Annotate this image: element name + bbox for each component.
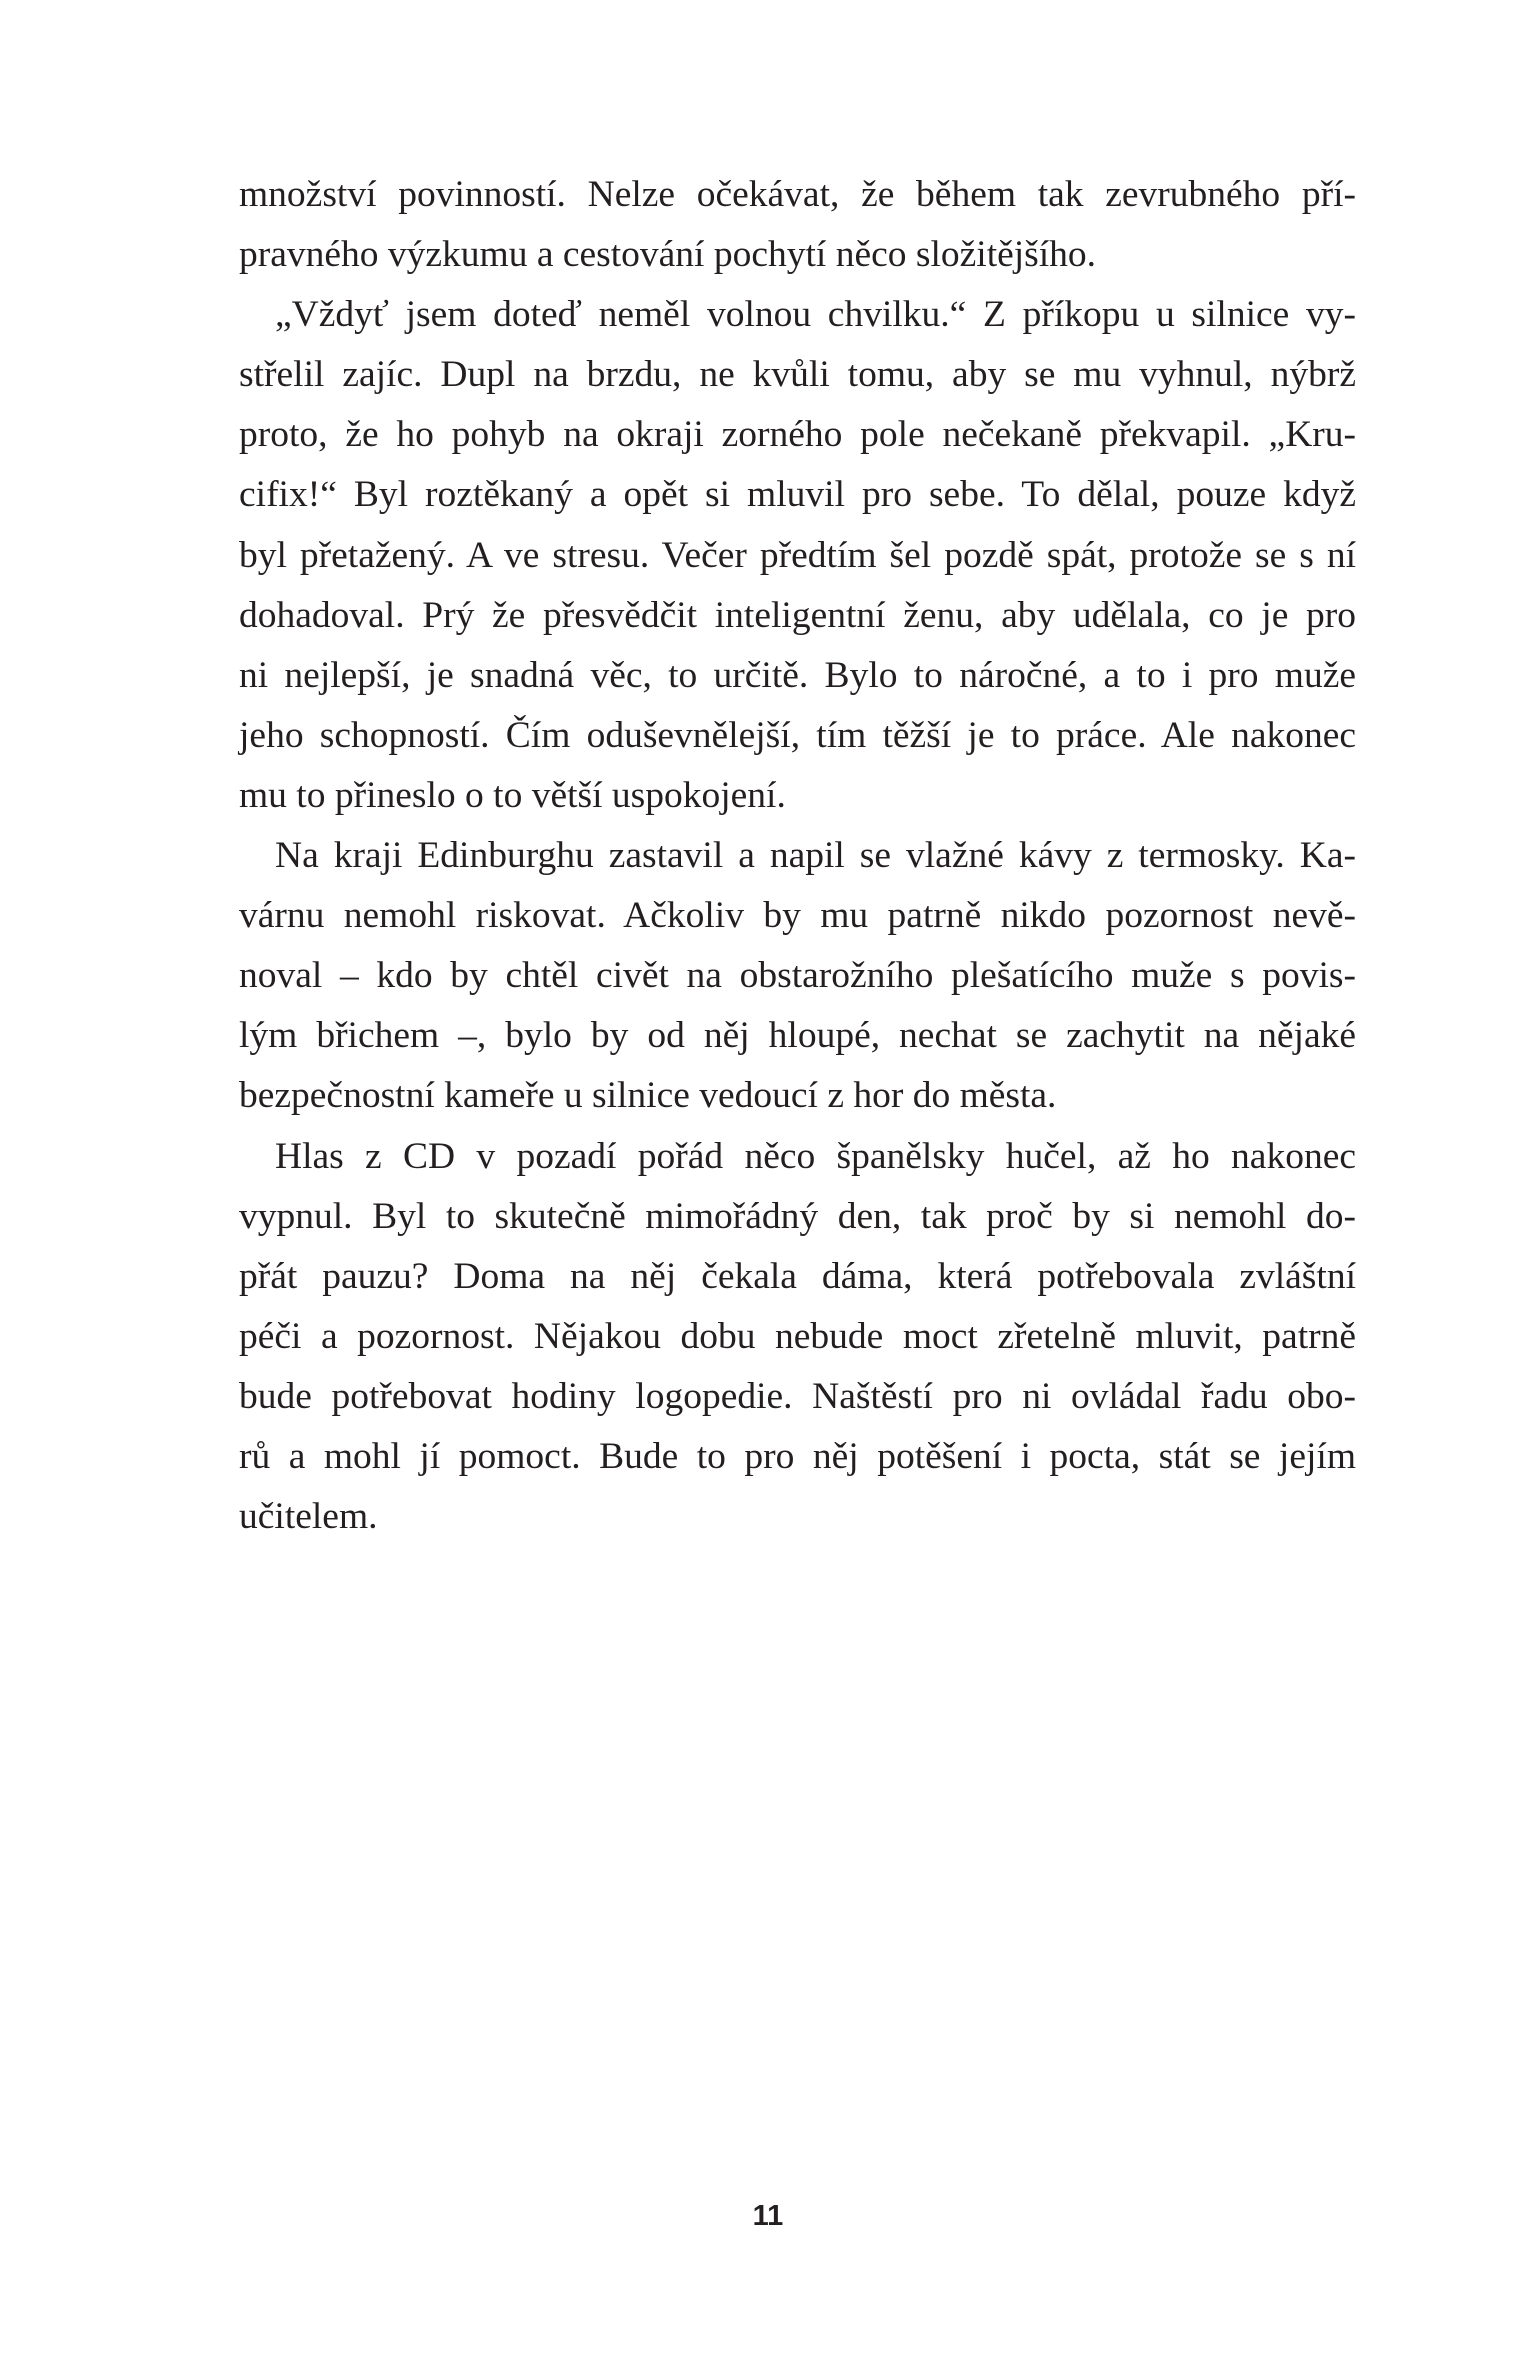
text-line: rů a mohl jí pomoct. Bude to pro něj potěšení i pocta, stát se jejím [239, 1435, 1356, 1477]
text-line: mu to přineslo o to větší uspokojení. [239, 774, 786, 816]
text-line: učitelem. [239, 1496, 378, 1538]
text-line: „Vždyť jsem doteď neměl volnou chvilku.“ Z příkopu u silnice vy- [275, 294, 1356, 336]
text-line: bude potřebovat hodiny logopedie. Naštěstí pro ni ovládal řadu obo- [239, 1375, 1356, 1417]
text-line: bezpečnostní kameře u silnice vedoucí z hor do města. [239, 1075, 1057, 1117]
text-line: byl přetažený. A ve stresu. Večer předtím šel pozdě spát, protože se s ní [239, 534, 1356, 576]
text-line: vypnul. Byl to skutečně mimořádný den, tak proč by si nemohl do- [239, 1195, 1356, 1237]
text-line: cifix!“ Byl roztěkaný a opět si mluvil pro sebe. To dělal, pouze když [239, 474, 1356, 516]
text-line: jeho schopností. Čím oduševnělejší, tím těžší je to práce. Ale nakonec [239, 714, 1356, 756]
text-line: Na kraji Edinburghu zastavil a napil se vlažné kávy z termosky. Ka- [275, 835, 1356, 877]
page-number: 11 [752, 2200, 784, 2232]
text-line: přát pauzu? Doma na něj čekala dáma, která potřebovala zvláštní [239, 1255, 1356, 1297]
text-line: lým břichem –, bylo by od něj hloupé, nechat se zachytit na nějaké [239, 1015, 1356, 1057]
text-line: množství povinností. Nelze očekávat, že během tak zevrubného pří- [239, 174, 1356, 215]
text-line: péči a pozornost. Nějakou dobu nebude moct zřetelně mluvit, patrně [239, 1315, 1356, 1357]
text-line: střelil zajíc. Dupl na brzdu, ne kvůli tomu, aby se mu vyhnul, nýbrž [239, 354, 1356, 396]
text-line: dohadoval. Prý že přesvědčit inteligentní ženu, aby udělala, co je pro [239, 594, 1356, 636]
text-line: Hlas z CD v pozadí pořád něco španělsky hučel, až ho nakonec [275, 1135, 1356, 1177]
text-line: ni nejlepší, je snadná věc, to určitě. Bylo to náročné, a to i pro muže [239, 654, 1356, 696]
text-line: proto, že ho pohyb na okraji zorného pole nečekaně překvapil. „Kru- [239, 414, 1356, 456]
text-line: pravného výzkumu a cestování pochytí něco složitějšího. [239, 234, 1097, 276]
text-line: noval – kdo by chtěl civět na obstarožního plešatícího muže s povis- [239, 955, 1356, 997]
text-line: várnu nemohl riskovat. Ačkoliv by mu patrně nikdo pozornost nevě- [239, 895, 1356, 937]
body-text [239, 165, 1356, 1547]
